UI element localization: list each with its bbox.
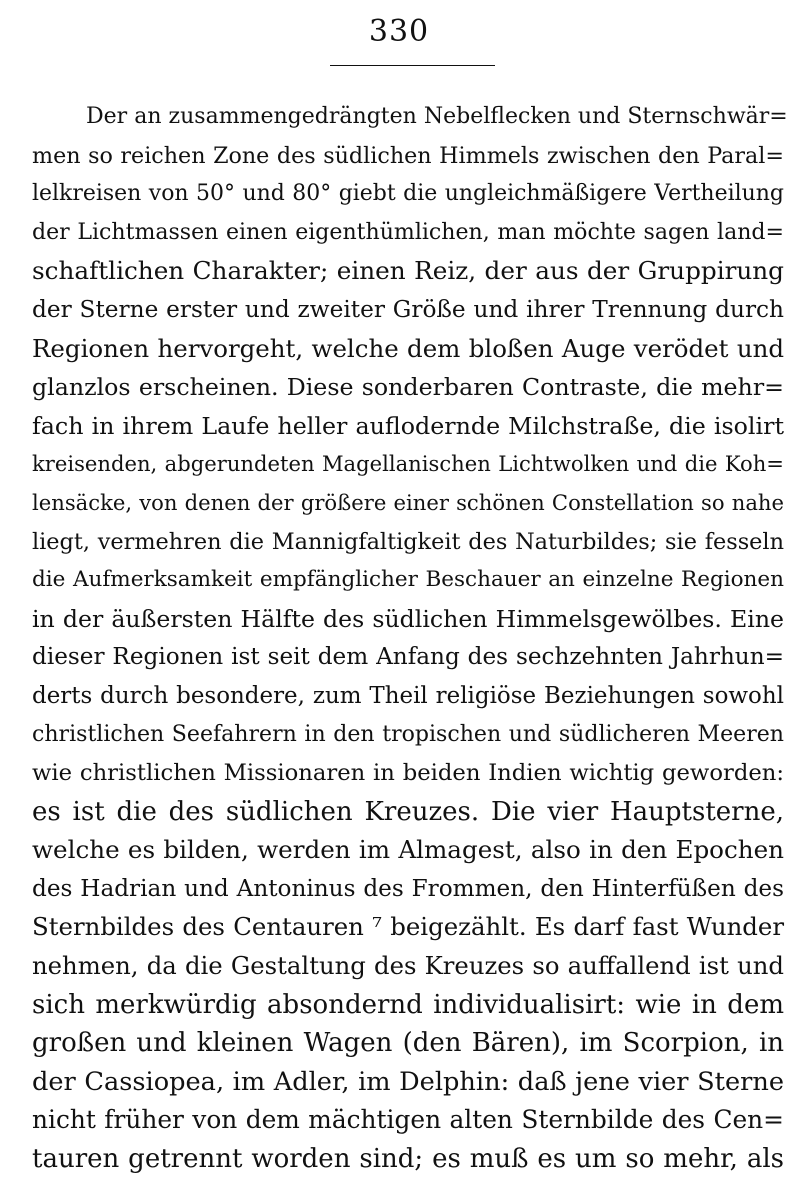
text-line: der Cassiopea, im Adler, im Delphin: daß jene vier Sterne [32,1066,784,1097]
text-line: glanzlos erscheinen. Diese sonderbaren Contraste, die mehr= [32,373,784,402]
text-line: men so reichen Zone des südlichen Himmels zwischen den Paral= [32,142,784,169]
text-line: sich merkwürdig absondernd individualisirt: wie in dem [32,989,784,1020]
text-line: nicht früher von dem mächtigen alten Sternbilde des Cen= [32,1105,784,1135]
text-line: wie christlichen Missionaren in beiden Indien wichtig geworden: [32,760,784,787]
text-line: dieser Regionen ist seit dem Anfang des sechzehnten Jahrhun= [32,644,784,671]
text-line: lensäcke, von denen der größere einer schönen Constellation so nahe [32,489,784,515]
text-line: des Hadrian und Antoninus des Frommen, den Hinterfüßen des [32,875,784,902]
text-line: welche es bilden, werden im Almagest, also in den Epochen [32,835,784,865]
text-line: liegt, vermehren die Mannigfaltigkeit des Naturbildes; sie fesseln [32,528,784,555]
text-line: großen und kleinen Wagen (den Bären), im Scorpion, in [32,1028,784,1059]
text-line: schaftlichen Charakter; einen Reiz, der aus der Gruppirung [32,256,784,286]
text-line: Der an zusammengedrängten Nebelflecken und Sternschwär= [86,104,788,129]
text-line: fach in ihrem Laufe heller auflodernde Milchstraße, die isolirt [32,411,784,440]
text-line: die Aufmerksamkeit empfänglicher Beschauer an einzelne Regionen [32,567,784,593]
text-line: nehmen, da die Gestaltung des Kreuzes so auffallend ist und [32,951,784,981]
text-line: kreisenden, abgerundeten Magellanischen Lichtwolken und die Koh= [32,451,784,477]
text-line: Regionen hervorgeht, welche dem bloßen Auge verödet und [32,333,784,363]
page-number: 330 [368,14,430,49]
text-line: tauren getrennt worden sind; es muß es um so mehr, als [32,1144,784,1175]
header-rule [330,65,495,66]
text-line: es ist die des südlichen Kreuzes. Die vier Hauptsterne, [32,796,784,827]
text-line: der Lichtmassen einen eigenthümlichen, man möchte sagen land= [32,219,784,245]
text-line: derts durch besondere, zum Theil religiöse Beziehungen sowohl [32,682,784,709]
text-line: christlichen Seefahrern in den tropischen und südlicheren Meeren [32,721,784,747]
text-line: lelkreisen von 50° und 80° giebt die ungleichmäßigere Vertheilung [32,181,784,207]
text-line: der Sterne erster und zweiter Größe und ihrer Trennung durch [32,295,784,323]
body-text [32,98,788,1179]
text-line: in der äußersten Hälfte des südlichen Himmelsgewölbes. Eine [32,604,784,633]
text-line: Sternbildes des Centauren ⁷ beigezählt. Es darf fast Wunder [32,912,784,942]
